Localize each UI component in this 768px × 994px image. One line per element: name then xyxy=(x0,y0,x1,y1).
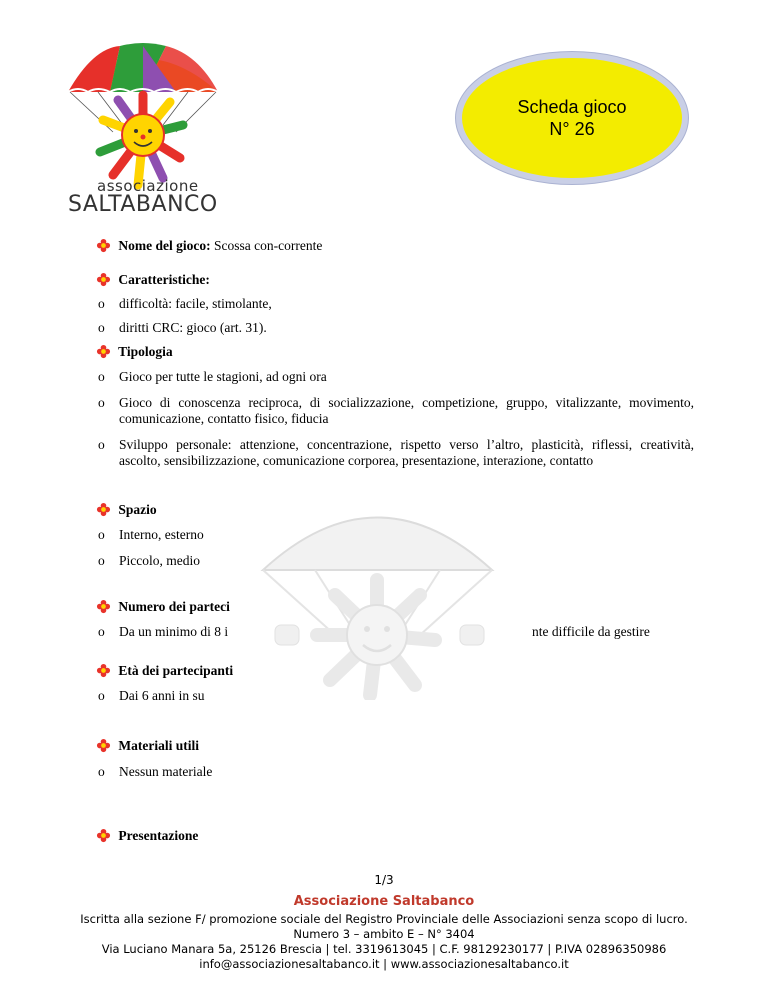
list-item: Piccolo, medio xyxy=(119,553,200,568)
badge-title: Scheda gioco xyxy=(517,97,627,117)
flower-bullet-icon xyxy=(96,599,111,614)
section-eta xyxy=(96,663,696,679)
list-item: diritti CRC: gioco (art. 31). xyxy=(119,320,267,335)
flower-bullet-icon xyxy=(96,238,111,253)
page-number: 1/3 xyxy=(374,873,394,887)
section-spazio xyxy=(96,502,696,518)
logo-subtitle: associazione xyxy=(97,177,199,195)
flower-bullet-icon xyxy=(96,502,111,517)
bullet: o xyxy=(98,527,105,542)
nome-label: Nome del gioco: xyxy=(118,238,211,253)
flower-bullet-icon xyxy=(96,272,111,287)
bullet: o xyxy=(98,624,105,639)
section-caratteristiche xyxy=(96,272,696,288)
materiali-label: Materiali utili xyxy=(118,738,199,753)
flower-bullet-icon xyxy=(96,344,111,359)
bullet: o xyxy=(98,395,105,410)
flower-bullet-icon xyxy=(96,738,111,753)
list-item: difficoltà: facile, stimolante, xyxy=(119,296,272,311)
section-presentazione xyxy=(96,828,696,844)
section-materiali xyxy=(96,738,696,754)
tipologia-label: Tipologia xyxy=(118,344,173,359)
section-tipologia xyxy=(96,344,696,360)
footer-number: Numero 3 – ambito E – N° 3404 xyxy=(293,927,475,941)
badge-number: N° 26 xyxy=(549,119,595,139)
section-nome xyxy=(96,238,696,254)
list-item: Da un minimo di 8 i xyxy=(119,624,229,639)
spazio-label: Spazio xyxy=(118,502,157,517)
list-item: Gioco per tutte le stagioni, ad ogni ora xyxy=(119,369,327,384)
bullet: o xyxy=(98,553,105,568)
footer-registry: Iscritta alla sezione F/ promozione sociale del Registro Provinciale delle Associazioni senza scopo di lucro. xyxy=(80,912,688,926)
footer-org-name: Associazione Saltabanco xyxy=(293,894,475,909)
bullet: o xyxy=(98,320,105,335)
bullet: o xyxy=(98,688,105,703)
list-item: Gioco di conoscenza reciproca, di socializzazione, competizione, gruppo, vitalizzante, movimento, comunicazione, contatto fisico, fiducia xyxy=(119,395,694,426)
numero-tail: nte difficile da gestire xyxy=(532,624,650,639)
bullet: o xyxy=(98,764,105,779)
flower-bullet-icon xyxy=(96,663,111,678)
section-numero xyxy=(96,599,696,615)
footer-address: Via Luciano Manara 5a, 25126 Brescia | tel. 3319613045 | C.F. 98129230177 | P.IVA 02896350986 xyxy=(101,942,667,956)
bullet: o xyxy=(98,296,105,311)
numero-label: Numero dei parteci xyxy=(118,599,230,614)
presentazione-label: Presentazione xyxy=(118,828,199,843)
logo-title: SALTABANCO xyxy=(68,192,218,217)
list-item: Sviluppo personale: attenzione, concentrazione, rispetto verso l’altro, plasticità, riflessi, creatività, ascolto, sensibilizzazione, comunicazione corporea, presentazione, interazione, contatto xyxy=(119,437,694,468)
list-item: Nessun materiale xyxy=(119,764,213,779)
footer-contacts: info@associazionesaltabanco.it | www.associazionesaltabanco.it xyxy=(199,957,569,971)
eta-label: Età dei partecipanti xyxy=(118,663,234,678)
caratteristiche-label: Caratteristiche: xyxy=(118,272,210,287)
bullet: o xyxy=(98,437,105,452)
nome-value: Scossa con-corrente xyxy=(213,238,323,253)
bullet: o xyxy=(98,369,105,384)
list-item: Dai 6 anni in su xyxy=(119,688,205,703)
list-item: Interno, esterno xyxy=(119,527,204,542)
flower-bullet-icon xyxy=(96,828,111,843)
